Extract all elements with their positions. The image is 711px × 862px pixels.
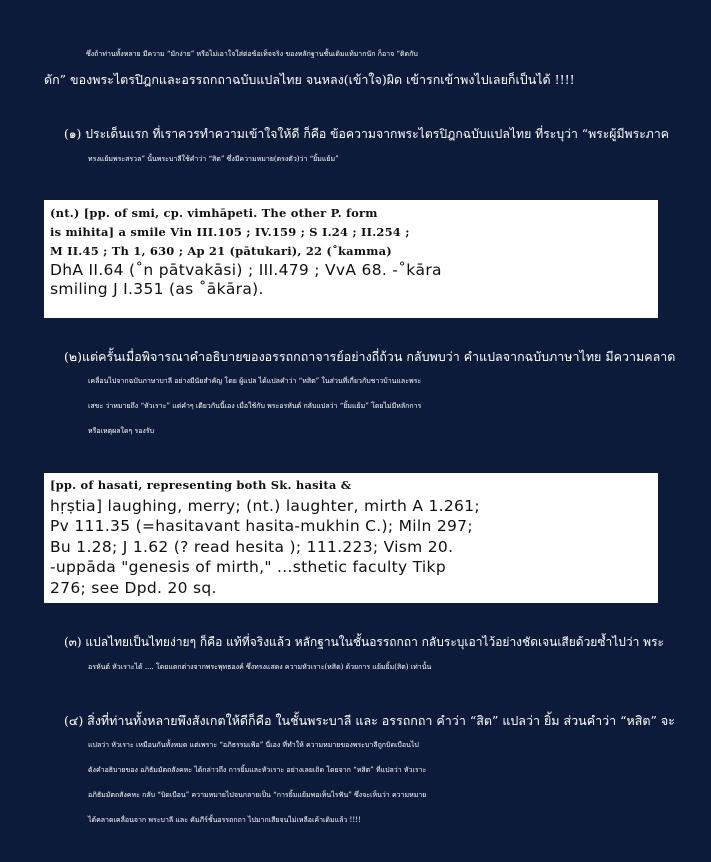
point-4-line: (๔) สิ่งที่ท่านทั้งหลายพึงสังเกตให้ดีก็คือ ในชั้นพระบาลี และ อรรถกถา คำว่า “สิต” แปลว่า ยิ้ม ส่วนคำว่า “หสิต” จะ (64, 713, 675, 728)
point-1-paragraph (64, 122, 674, 172)
point-4-paragraph (64, 708, 674, 833)
excerpt-row: M II.45 ; Th 1, 630 ; Ap 21 (pātukari), 22 (˚kamma) (50, 244, 392, 258)
excerpt-row: 276; see Dpd. 20 sq. (50, 578, 217, 597)
point-3-line: อรหันต์ หัวเราะได้ .... โดยแตกต่างจากพระพุทธองค์ ซึ่งทรงแสดง ความหัวเราะ(หสิต) ด้วยการ แย้มยิ้ม(สิต) เท่านั้น (88, 663, 432, 671)
point-2-line: เสขะ ว่าหมายถึง “หัวเราะ” แต่คำๆ เดียวกันนี้เอง เมื่อใช้กับ พระอรหันต์ กลับแปลว่า “ยิ้มแย้ม” โดยไม่มีหลักการ (88, 402, 422, 410)
excerpt-row: smiling J I.351 (as ˚ākāra). (50, 280, 264, 298)
point-4-line: ได้คลาดเคลื่อนจาก พระบาลี และ คัมภีร์ชั้นอรรถกถา ไปมากเสียจนไม่เหลือเค้าเดิมแล้ว !!!! (88, 816, 361, 824)
point-1-line: (๑) ประเด็นแรก ที่เราควรทำความเข้าใจให้ดี ก็คือ ข้อความจากพระไตรปิฎกฉบับแปลไทย ที่ระบุว่า “พระผู้มีพระภาค (64, 127, 669, 141)
intro-line: ดัก” ของพระไตรปิฎกและอรรถกถาฉบับแปลไทย จนหลง(เข้าใจ)ผิด เข้ารกเข้าพงไปเลยก็เป็นได้ !!!! (44, 72, 575, 87)
excerpt-row: -uppāda "genesis of mirth," ...sthetic faculty Tikp (50, 558, 446, 576)
point-4-line: อภิธัมมัตถสังคหะ กลับ “บิดเบือน” ความหมายไปจนกลายเป็น “การยิ้มแย้มพอเห็นไรฟัน” ซึ่งจะเห็นว่า ความหมาย (88, 791, 427, 799)
point-4-line: ดังคำอธิบายของ อภิธัมมัตถสังคหะ ได้กล่าวถึง การยิ้มและหัวเราะ อย่างเลยเถิด โดยจาก “หสิต” ที่แปลว่า หัวเราะ (88, 766, 427, 774)
point-2-paragraph (64, 344, 674, 444)
dictionary-excerpt-sita (44, 200, 658, 318)
intro-paragraph (44, 42, 674, 92)
excerpt-row: DhA II.64 (˚n pātvakāsi) ; III.479 ; VvA 68. -˚kāra (50, 261, 442, 279)
dictionary-excerpt-hasita (44, 473, 658, 603)
point-2-line: (๒)แต่ครั้นเมื่อพิจารณาคำอธิบายของอรรถกถาจารย์อย่างถี่ถ้วน กลับพบว่า คำแปลจากฉบับภาษาไทย มีความคลาด (64, 349, 676, 364)
excerpt-row: hṛṣtia] laughing, merry; (nt.) laughter, mirth A 1.261; (50, 496, 480, 515)
excerpt-row: [pp. of hasati, representing both Sk. hasita & (50, 478, 352, 492)
excerpt-row: Pv 111.35 (=hasitavant hasita-mukhin C.); Miln 297; (50, 517, 473, 535)
excerpt-row: Bu 1.28; J 1.62 (? read hesita ); 111.223; Vism 20. (50, 537, 454, 556)
point-2-line: เคลื่อนไปจากฉบับภาษาบาลี อย่างมีนัยสำคัญ โดย ผู้แปล ได้แปลคำว่า “หสิต” ในส่วนที่เกี่ยวกับชาวบ้านและพระ (88, 377, 422, 385)
point-1-line: ทรงแย้มพระสรวล” นั้นพระบาลีใช้คำว่า “สิต” ซึ่งมีความหมาย(ตรงตัว)ว่า “ยิ้มแย้ม” (88, 155, 339, 163)
excerpt-row: is mihita] a smile Vin III.105 ; IV.159 ; S I.24 ; II.254 ; (50, 225, 410, 239)
point-4-line: แปลว่า หัวเราะ เหมือนกันทั้งหมด แต่เพราะ “อภิธรรมเฟ้อ” นี่เอง ที่ทำให้ ความหมายของพระบาลีถูกบิดเบือนไป (88, 741, 419, 749)
point-3-paragraph (64, 630, 674, 680)
point-2-line: หรือเหตุผลใดๆ รองรับ (88, 427, 155, 435)
point-3-line: (๓) แปลไทยเป็นไทยง่ายๆ ก็คือ แท้ที่จริงแล้ว หลักฐานในชั้นอรรถกถา กลับระบุเอาไว้อย่างชัดเจนเสียด้วยซ้ำไปว่า พระ (64, 635, 664, 649)
excerpt-row: (nt.) [pp. of smi, cp. vimhāpeti. The other P. form (50, 206, 378, 220)
intro-line: ซึ่งถ้าท่านทั้งหลาย มีความ “มักง่าย” หรือไม่เอาใจใส่ต่อข้อเท็จจริง ของหลักฐานชั้นเดิมแท้มากนัก ก็อาจ “ติดกับ (86, 50, 418, 58)
